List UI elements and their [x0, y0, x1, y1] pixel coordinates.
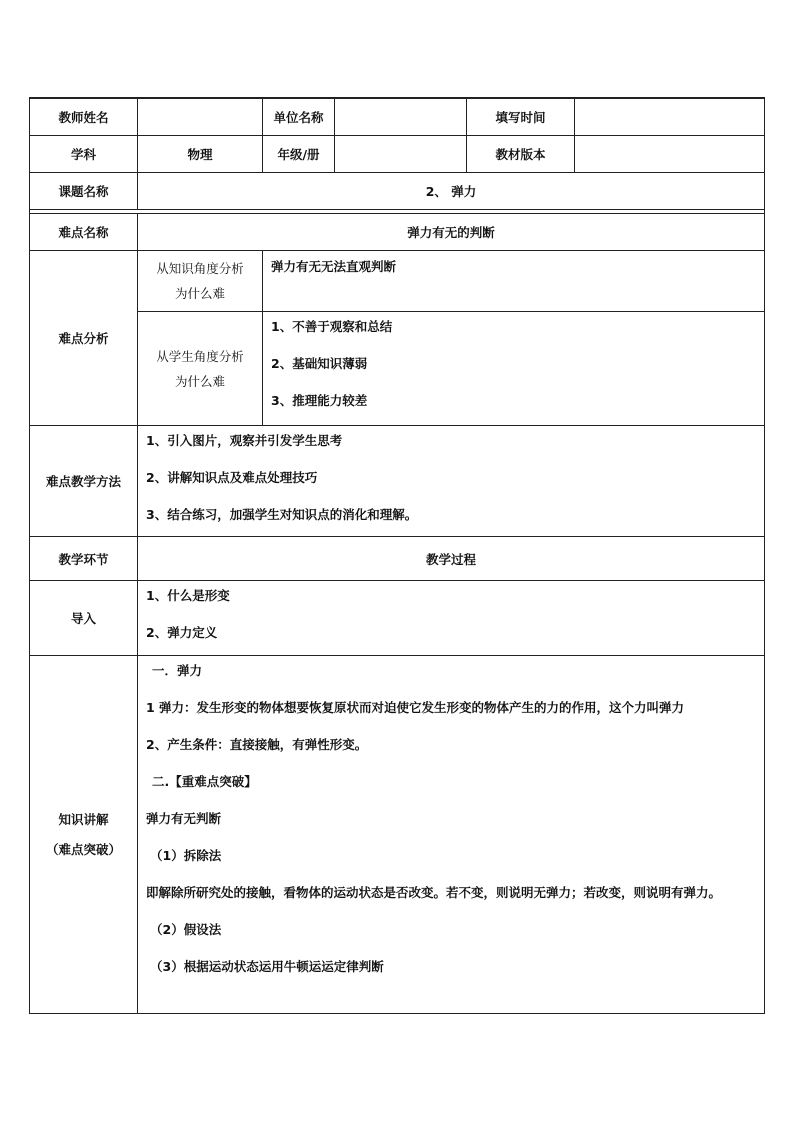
topic-value[interactable]: 2、 弹力 [138, 173, 765, 210]
teacher-name-field[interactable] [138, 98, 263, 136]
analysis-label: 难点分析 [30, 251, 138, 426]
difficulty-row [30, 214, 765, 251]
difficulty-value[interactable]: 弹力有无的判断 [138, 214, 765, 251]
method-content[interactable] [138, 426, 765, 537]
fill-time-label: 填写时间 [467, 98, 575, 136]
method-row [30, 426, 765, 537]
unit-name-field[interactable] [335, 98, 467, 136]
topic-label: 课题名称 [30, 173, 138, 210]
student-reasons[interactable] [263, 312, 765, 426]
knowledge-heading-2: 二.【重难点突破】 [152, 774, 257, 789]
student-reason-item: 3、推理能力较差 [271, 393, 368, 408]
grade-label: 年级/册 [263, 136, 335, 173]
method-item: 3、结合练习，加强学生对知识点的消化和理解。 [146, 507, 418, 522]
student-angle-line2: 为什么难 [174, 373, 225, 389]
knowledge-reason[interactable]: 弹力有无无法直观判断 [263, 251, 765, 312]
intro-item: 1、什么是形变 [146, 588, 230, 603]
method-item: 1、引入图片，观察并引发学生思考 [146, 433, 343, 448]
topic-row [30, 173, 765, 210]
knowledge-label-line2: （难点突破） [45, 841, 121, 857]
knowledge-line: 2、产生条件：直接接触，有弹性形变。 [146, 737, 368, 752]
knowledge-angle-line2: 为什么难 [174, 286, 225, 301]
method-label: 难点教学方法 [30, 426, 138, 537]
method-item: 2、讲解知识点及难点处理技巧 [146, 470, 318, 485]
analysis-row-knowledge [30, 251, 765, 312]
knowledge-angle-line1: 从知识角度分析 [156, 261, 244, 276]
knowledge-label-line1: 知识讲解 [58, 811, 109, 827]
student-reason-item: 2、基础知识薄弱 [271, 356, 368, 371]
fill-time-field[interactable] [575, 98, 765, 136]
subject-label: 学科 [30, 136, 138, 173]
lesson-plan-table [29, 97, 765, 1014]
process-header-row [30, 537, 765, 581]
header-row-1 [30, 98, 765, 136]
intro-item: 2、弹力定义 [146, 625, 218, 640]
teacher-name-label: 教师姓名 [30, 98, 138, 136]
grade-field[interactable] [335, 136, 467, 173]
intro-content[interactable] [138, 581, 765, 656]
textbook-field[interactable] [575, 136, 765, 173]
knowledge-content[interactable] [138, 656, 765, 1014]
subject-value[interactable]: 物理 [138, 136, 263, 173]
student-angle-line1: 从学生角度分析 [156, 348, 244, 364]
unit-name-label: 单位名称 [263, 98, 335, 136]
intro-row [30, 581, 765, 656]
student-angle-label [138, 312, 263, 426]
stage-label: 教学环节 [30, 537, 138, 581]
knowledge-line: 1 弹力：发生形变的物体想要恢复原状而对迫使它发生形变的物体产生的力的作用，这个力叫弹力 [146, 700, 685, 715]
knowledge-label [30, 656, 138, 1014]
knowledge-line: （2）假设法 [150, 922, 222, 937]
knowledge-row [30, 656, 765, 1014]
knowledge-line: 弹力有无判断 [146, 811, 222, 826]
knowledge-heading-1: 一．弹力 [152, 663, 203, 678]
process-label: 教学过程 [138, 537, 765, 581]
lesson-plan-form [29, 97, 764, 1014]
difficulty-label: 难点名称 [30, 214, 138, 251]
knowledge-angle-label [138, 251, 263, 312]
knowledge-line: （3）根据运动状态运用牛顿运运定律判断 [150, 959, 384, 974]
knowledge-line: （1）拆除法 [150, 848, 222, 863]
intro-label: 导入 [30, 581, 138, 656]
textbook-label: 教材版本 [467, 136, 575, 173]
knowledge-line: 即解除所研究处的接触，看物体的运动状态是否改变。若不变，则说明无弹力；若改变，则说明有弹力。 [146, 885, 722, 900]
student-reason-item: 1、不善于观察和总结 [271, 319, 393, 334]
header-row-2 [30, 136, 765, 173]
analysis-row-student [30, 312, 765, 426]
